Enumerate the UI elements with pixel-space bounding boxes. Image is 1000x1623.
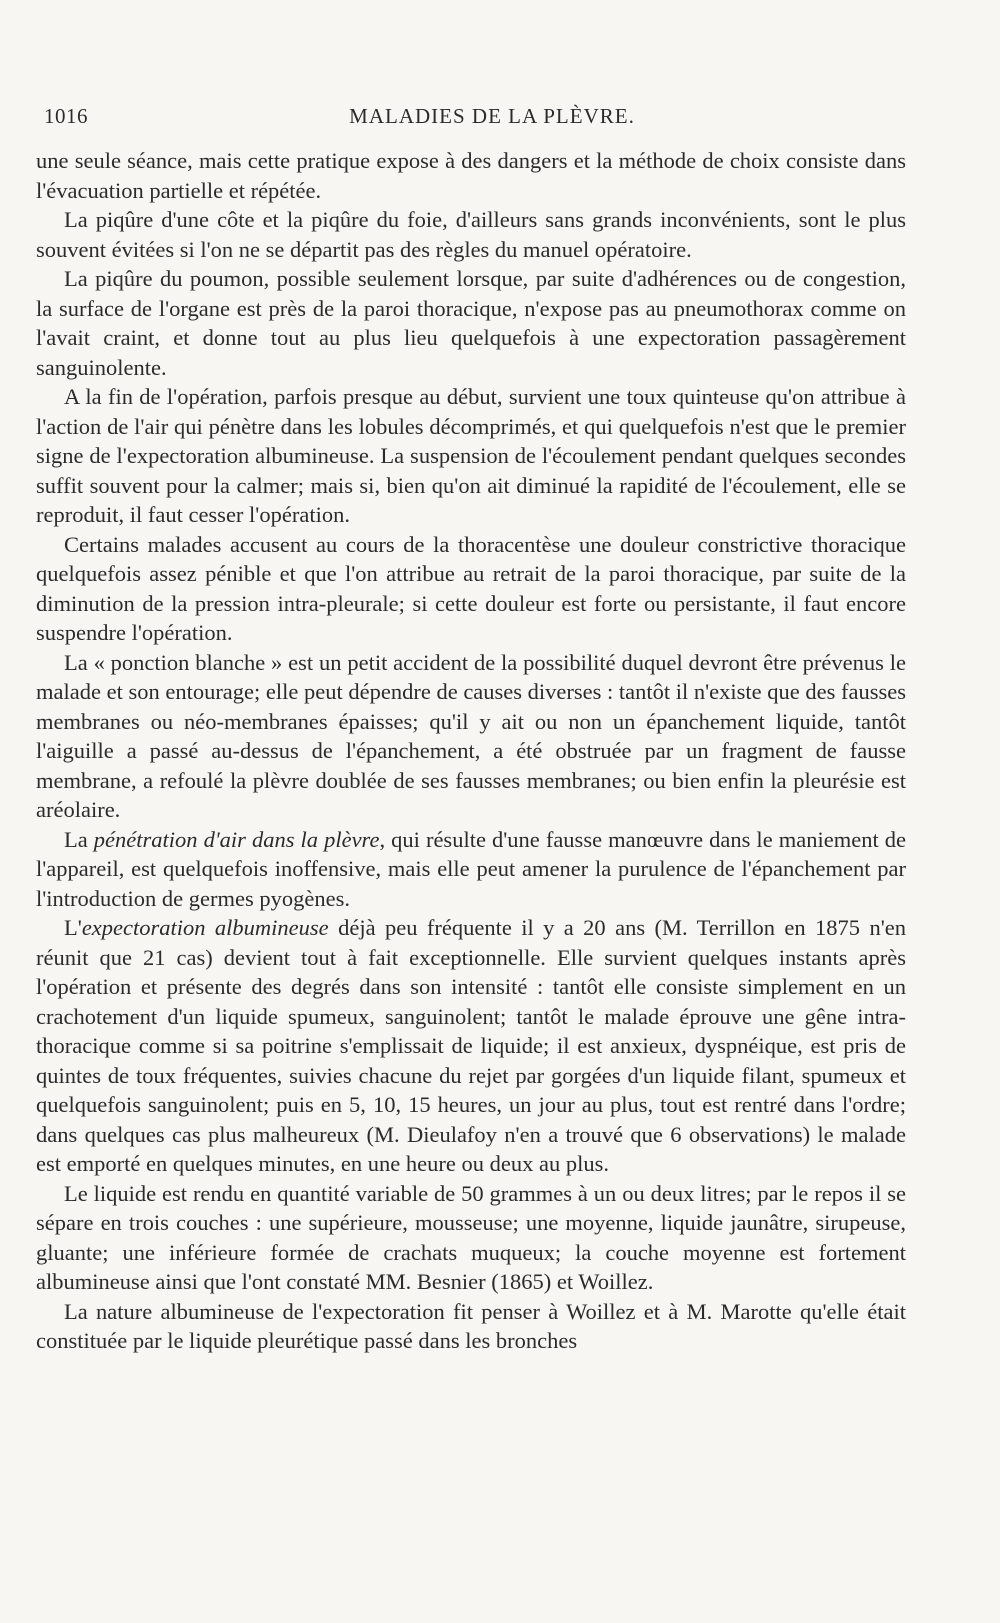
paragraph [36,1179,906,1297]
italic-term: pénétration d'air dans la plèvre [93,826,380,852]
paragraph-text: A la fin de l'opération, parfois presque au début, survient une toux quinteuse qu'on attribue à l'action de l'air qui pénètre dans les lobules décomprimés, et qui quelquefois n'est que le premier signe de l'expectoration albumineuse. La suspension de l'écoulement pendant quelques secondes suffit souvent pour la calmer; mais si, bien qu'on ait diminué la rapidité de l'écoulement, elle se reproduit, il faut cesser l'opération. [36,384,906,527]
paragraph-text: La nature albumineuse de l'expectoration fit penser à Woillez et à M. Marotte qu'elle était constituée par le liquide pleurétique passé dans les bronches [36,1298,906,1353]
paragraph [36,825,906,914]
paragraph-text: La « ponction blanche » est un petit accident de la possibilité duquel devront être prévenus le malade et son entourage; elle peut dépendre de causes diverses : tantôt il n'existe que des fausses membranes ou néo-membranes épaisses; qu'il y ait ou non un épanchement liquide, tantôt l'aiguille a passé au-dessus de l'épanchement, a été obstruée par un fragment de fausse membrane, a refoulé la plèvre doublée de ses fausses membranes; ou bien enfin la pleurésie est aréolaire. [36,649,907,822]
page-header [44,104,940,132]
paragraph [36,530,906,648]
paragraph-text: Le liquide est rendu en quantité variable de 50 grammes à un ou deux litres; par le repos il se sépare en trois couches : une supérieure, mousseuse; une moyenne, liquide jaunâtre, sirupeuse, gluante; une inférieure formée de crachats muqueux; la couche moyenne est fortement albumineuse ainsi que l'ont constaté MM. Besnier (1865) et Woillez. [36,1180,906,1294]
running-title: MALADIES DE LA PLÈVRE. [349,104,635,128]
paragraph [36,648,906,825]
paragraph [36,205,906,264]
paragraph [36,146,906,205]
paragraph-text: Certains malades accusent au cours de la thoracentèse une douleur constrictive thoracique quelquefois assez pénible et que l'on attribue au retrait de la paroi thoracique, par suite de la diminution de la pression intra-pleurale; si cette douleur est forte ou persistante, il faut encore suspendre l'opération. [36,531,906,645]
paragraph-lead: La [64,826,94,852]
page-body-text [36,146,906,1356]
paragraph-text: déjà peu fréquente il y a 20 ans (M. Terrillon en 1875 n'en réunit que 21 cas) devient tout à fait exceptionnelle. Elle survient quelques instants après l'opération et présente des degrés dans son intensité : tantôt elle consiste simplement en un crachotement d'un liquide spumeux, sanguinolent; tantôt le malade éprouve une gêne intra-thoracique comme si sa poitrine s'emplissait de liquide; il est anxieux, dyspnéique, est pris de quintes de toux fréquentes, suivies chacune du rejet par gorgées d'un liquide filant, spumeux et quelquefois sanguinolent; puis en 5, 10, 15 heures, un jour au plus, tout est rentré dans l'ordre; dans quelques cas plus malheureux (M. Dieulafoy n'en a trouvé que 6 observations) le malade est emporté en quelques minutes, en une heure ou deux au plus. [36,915,906,1176]
paragraph [36,264,906,382]
paragraph-lead: L' [64,915,82,940]
paragraph-text: La piqûre du poumon, possible seulement lorsque, par suite d'adhérences ou de congestion, la surface de l'organe est près de la paroi thoracique, n'expose pas au pneumothorax comme on l'avait craint, et donne tout au plus lieu quelquefois à une expectoration passagèrement sanguinolente. [36,266,906,380]
page-number: 1016 [44,104,88,128]
paragraph-text: La piqûre d'une côte et la piqûre du foie, d'ailleurs sans grands inconvénients, sont le plus souvent évitées si l'on ne se départit pas des règles du manuel opératoire. [36,207,906,262]
paragraph [36,913,906,1179]
paragraph-text: une seule séance, mais cette pratique expose à des dangers et la méthode de choix consiste dans l'évacuation partielle et répétée. [36,148,906,203]
italic-term: expectoration albumineuse [81,915,329,940]
paragraph-text: , qui résulte d'une fausse manœuvre dans le maniement de l'appareil, est quelquefois inoffensive, mais elle peut amener la purulence de l'épanchement par l'introduction de germes pyogènes. [36,826,906,911]
paragraph [36,382,906,530]
paragraph [36,1297,906,1356]
